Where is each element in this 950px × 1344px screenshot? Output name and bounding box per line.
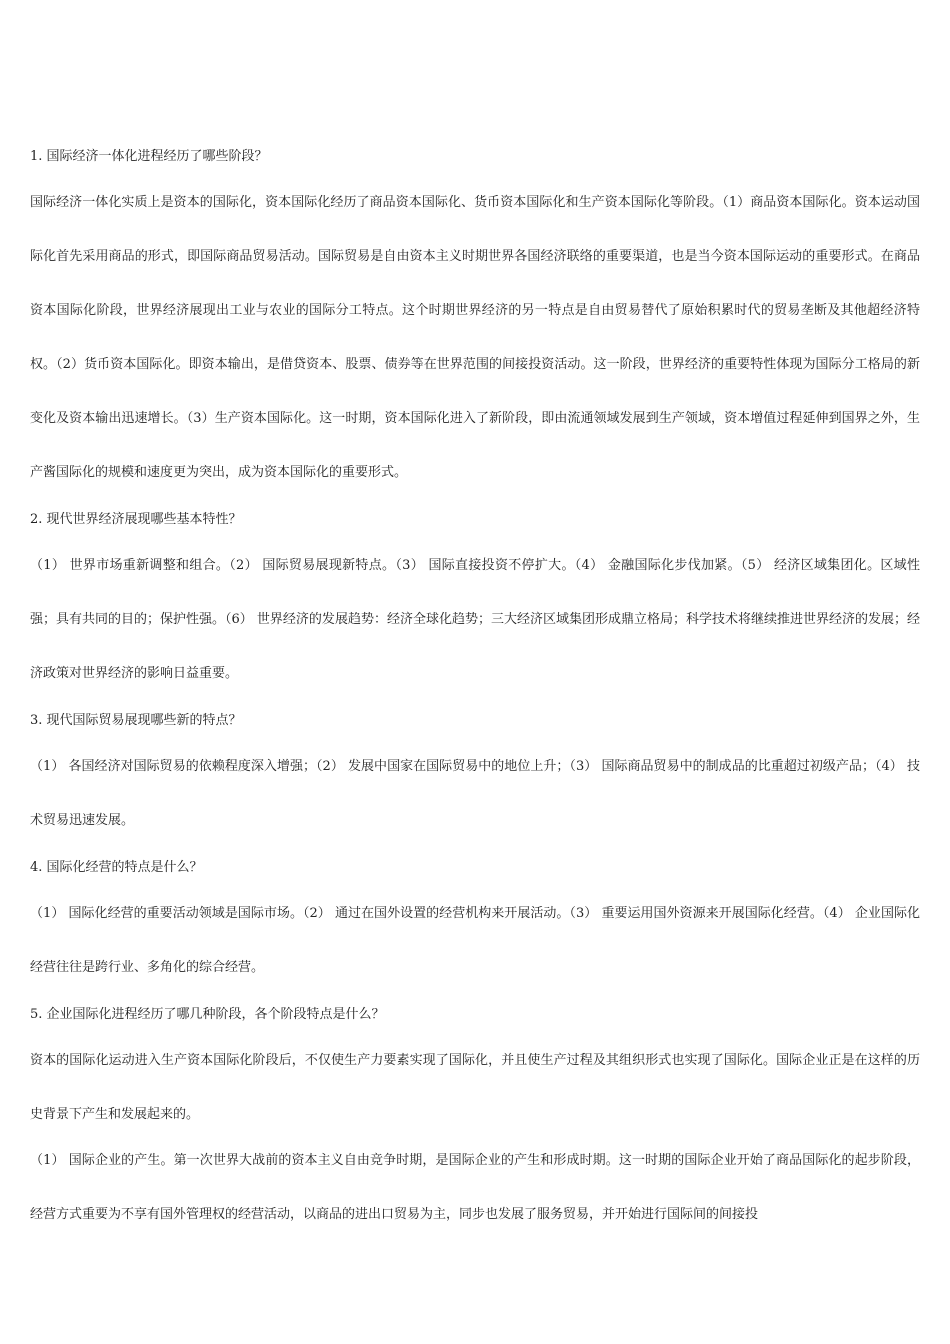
answer-4-paragraph-1: （1） 国际化经营的重要活动领域是国际市场。（2） 通过在国外设置的经营机构来开展活动。（3） 重要运用国外资源来开展国际化经营。（4） 企业国际化经营往往是跨行业、多角化的综合经营。: [30, 906, 920, 975]
question-2: 2. 现代世界经济展现哪些基本特性？: [30, 512, 242, 527]
answer-1-paragraph-1: 国际经济一体化实质上是资本的国际化，资本国际化经历了商品资本国际化、货币资本国际化和生产资本国际化等阶段。（1）商品资本国际化。资本运动国际化首先采用商品的形式，即国际商品贸易活动。国际贸易是自由资本主义时期世界各国经济联络的重要渠道，也是当今资本国际运动的重要形式。在商品资本国际化阶段，世界经济展现出工业与农业的国际分工特点。这个时期世界经济的另一特点是自由贸易替代了原始积累时代的贸易垄断及其他超经济特权。（2）货币资本国际化。即资本输出，是借贷资本、股票、债券等在世界范围的间接投资活动。这一阶段，世界经济的重要特性体现为国际分工格局的新变化及资本输出迅速增长。（3）生产资本国际化。这一时期，资本国际化进入了新阶段，即由流通领域发展到生产领域，资本增值过程延伸到国界之外，生产酱国际化的规模和速度更为突出，成为资本国际化的重要形式。: [30, 195, 920, 480]
answer-5-paragraph-2: （1） 国际企业的产生。第一次世界大战前的资本主义自由竞争时期，是国际企业的产生和形成时期。这一时期的国际企业开始了商品国际化的起步阶段，经营方式重要为不享有国外管理权的经营活动，以商品的进出口贸易为主，同步也发展了服务贸易，并开始进行国际间的间接投: [30, 1153, 920, 1222]
question-5: 5. 企业国际化进程经历了哪几种阶段，各个阶段特点是什么？: [30, 1007, 385, 1022]
answer-3-paragraph-1: （1） 各国经济对国际贸易的依赖程度深入增强；（2） 发展中国家在国际贸易中的地位上升；（3） 国际商品贸易中的制成品的比重超过初级产品；（4） 技术贸易迅速发展。: [30, 759, 920, 828]
question-3: 3. 现代国际贸易展现哪些新的特点？: [30, 713, 242, 728]
question-4: 4. 国际化经营的特点是什么？: [30, 860, 203, 875]
question-1: 1. 国际经济一体化进程经历了哪些阶段？: [30, 149, 268, 164]
answer-5-paragraph-1: 资本的国际化运动进入生产资本国际化阶段后，不仅使生产力要素实现了国际化，并且使生产过程及其组织形式也实现了国际化。国际企业正是在这样的历史背景下产生和发展起来的。: [30, 1053, 920, 1122]
document-body: [30, 143, 920, 1248]
answer-2-paragraph-1: （1） 世界市场重新调整和组合。（2） 国际贸易展现新特点。（3） 国际直接投资不停扩大。（4） 金融国际化步伐加紧。（5） 经济区域集团化。区域性强；具有共同的目的；保护性强。（6） 世界经济的发展趋势：经济全球化趋势；三大经济区域集团形成鼎立格局；科学技术将继续推进世界经济的发展；经济政策对世界经济的影响日益重要。: [30, 558, 920, 681]
